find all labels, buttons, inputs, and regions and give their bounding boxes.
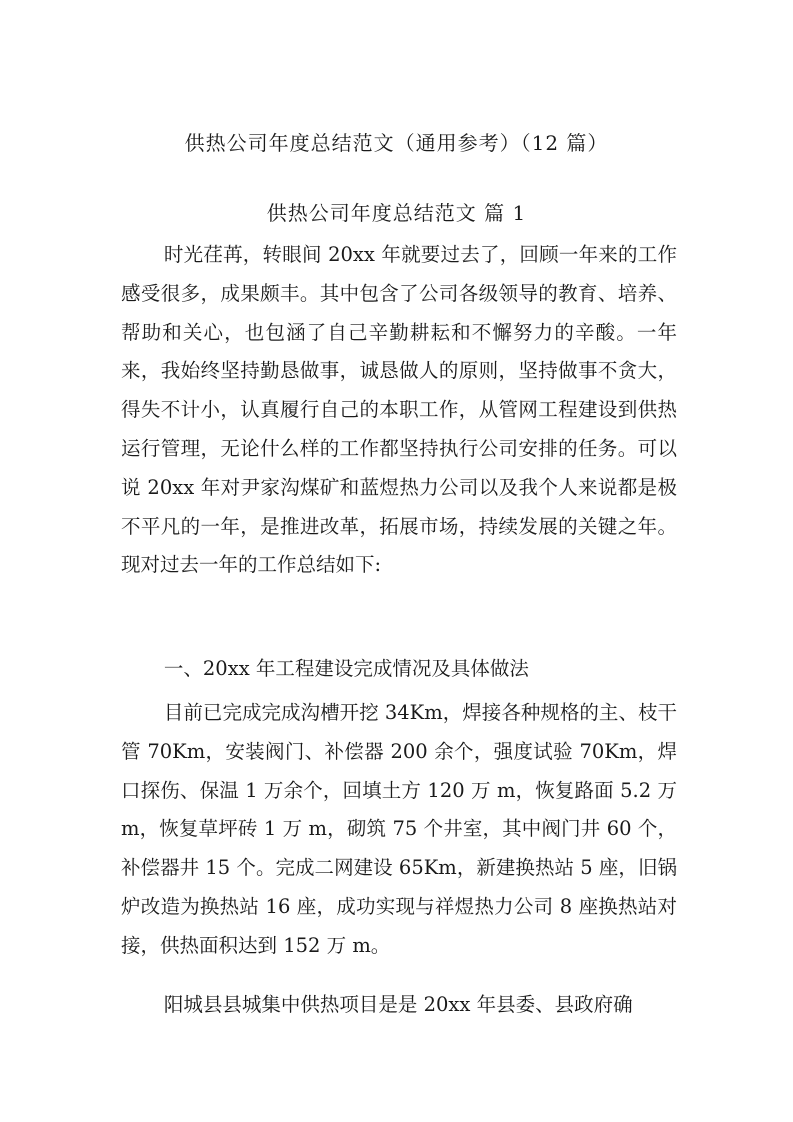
- section-title: 供热公司年度总结范文 篇 1: [266, 201, 527, 225]
- paragraph-project-intro: 阳城县县城集中供热项目是是 20xx 年县委、县政府确: [163, 993, 633, 1016]
- document-title: 供热公司年度总结范文（通用参考）（12 篇）: [184, 131, 609, 155]
- paragraph-intro: 时光荏苒，转眼间 20xx 年就要过去了，回顾一年来的工作感受很多，成果颇丰。其中包含了公司各级领导的教育、培养、帮助和关心，也包涵了自己辛勤耕耘和不懈努力的辛酸。一年来，我始终坚持勤恳做事，诚恳做人的原则，坚持做事不贪大，得失不计小，认真履行自己的本职工作，从管网工程建设到供热运行管理，无论什么样的工作都坚持执行公司安排的任务。可以说 20xx 年对尹家沟煤矿和蓝煜热力公司以及我个人来说都是极不平凡的一年，是推进改革，拓展市场，持续发展的关键之年。现对过去一年的工作总结如下:: [121, 243, 677, 577]
- paragraph-construction-details: 目前已完成完成沟槽开挖 34Km，焊接各种规格的主、枝干管 70Km，安装阀门、补偿器 200 余个，强度试验 70Km，焊口探伤、保温 1 万余个，回填土方 120 万 m，恢复路面 5.2 万 m，恢复草坪砖 1 万 m，砌筑 75 个井室，其中阀门井 60 个，补偿器井 15 个。完成二网建设 65Km，新建换热站 5 座，旧锅炉改造为换热站 16 座，成功实现与祥煜热力公司 8 座换热站对接，供热面积达到 152 万 m。: [121, 701, 677, 957]
- paragraph-heading-construction: 一、20xx 年工程建设完成情况及具体做法: [163, 657, 529, 680]
